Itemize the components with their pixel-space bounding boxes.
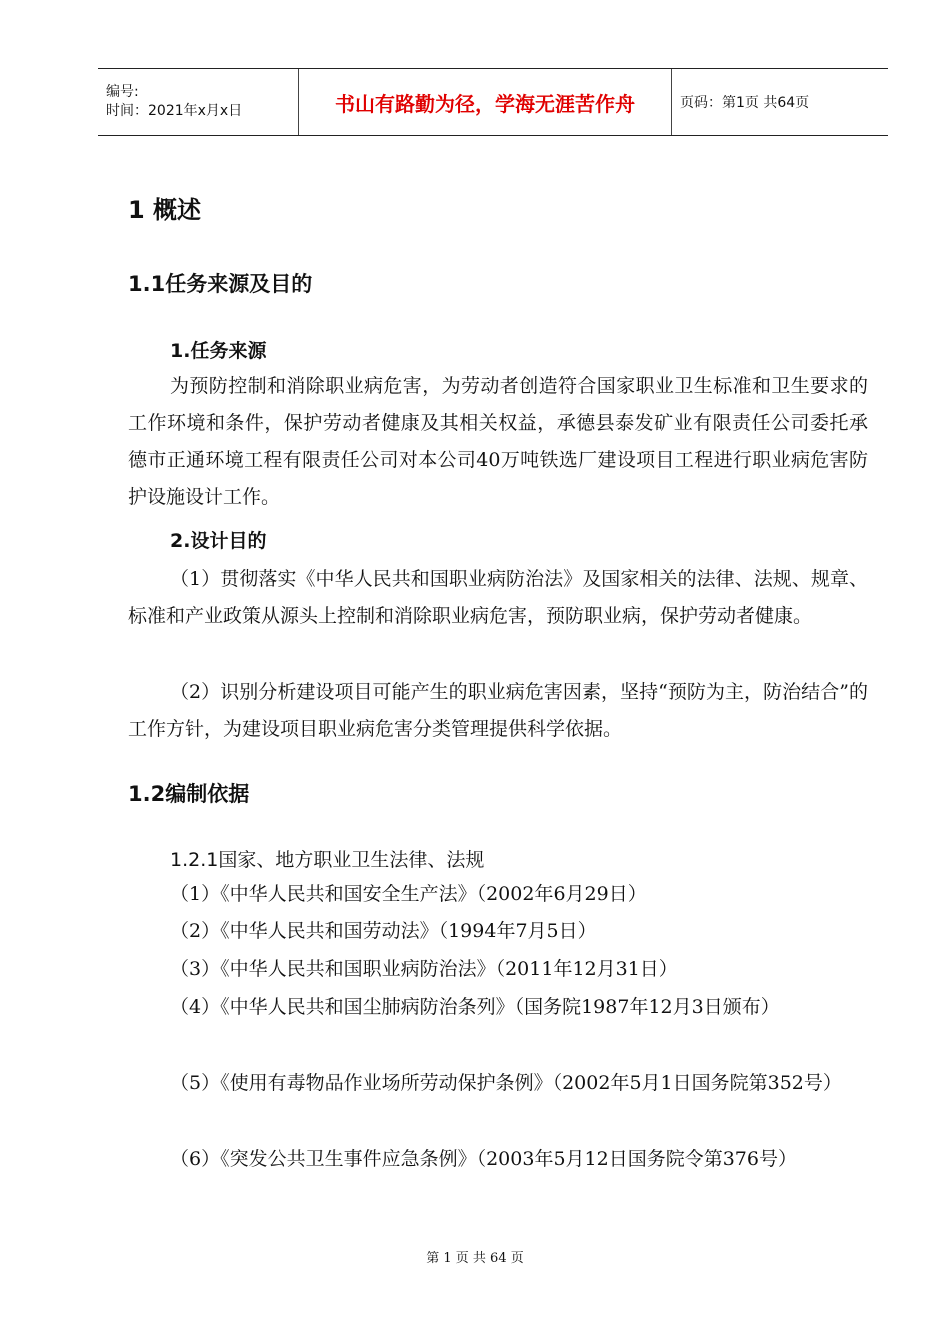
header-meta [98, 69, 299, 135]
time-label: 时间：2021年x月x日 [106, 103, 243, 119]
section-1-title: 1 概述 [128, 196, 202, 224]
header-page-info [672, 69, 888, 135]
law-item: （3）《中华人民共和国职业病防治法》（2011年12月31日） [170, 958, 678, 980]
page-info-text: 页码：第1页 共64页 [680, 95, 810, 111]
header-motto [299, 69, 672, 135]
task-source-paragraph: 为预防控制和消除职业病危害，为劳动者创造符合国家职业卫生标准和卫生要求的工作环境和条件，保护劳动者健康及其相关权益，承德县泰发矿业有限责任公司委托承德市正通环境工程有限责任公司对本公司40万吨铁选厂建设项目工程进行职业病危害防护设施设计工作。 [128, 375, 868, 508]
section-1-2-title: 1.2编制依据 [128, 782, 250, 806]
page-header [98, 68, 888, 136]
design-purpose-paragraph-2: （2）识别分析建设项目可能产生的职业病危害因素，坚持“预防为主，防治结合”的工作方针，为建设项目职业病危害分类管理提供科学依据。 [128, 681, 868, 740]
law-item: （1）《中华人民共和国安全生产法》（2002年6月29日） [170, 883, 647, 905]
motto-text: 书山有路勤为径，学海无涯苦作舟 [335, 91, 635, 116]
law-item: （6）《突发公共卫生事件应急条例》（2003年5月12日国务院令第376号） [170, 1148, 797, 1170]
number-label: 编号: [106, 84, 139, 100]
law-item: （5）《使用有毒物品作业场所劳动保护条例》（2002年5月1日国务院第352号） [170, 1072, 842, 1094]
design-purpose-paragraph-1: （1）贯彻落实《中华人民共和国职业病防治法》及国家相关的法律、法规、规章、标准和产业政策从源头上控制和消除职业病危害，预防职业病，保护劳动者健康。 [128, 568, 868, 627]
design-purpose-title: 2.设计目的 [170, 530, 267, 552]
laws-subtitle: 1.2.1国家、地方职业卫生法律、法规 [170, 849, 485, 871]
law-item: （4）《中华人民共和国尘肺病防治条列》（国务院1987年12月3日颁布） [170, 996, 780, 1018]
section-1-1-title: 1.1任务来源及目的 [128, 272, 313, 296]
page-footer: 第 1 页 共 64 页 [426, 1251, 524, 1266]
law-item: （2）《中华人民共和国劳动法》（1994年7月5日） [170, 920, 597, 942]
task-source-title: 1.任务来源 [170, 340, 267, 362]
